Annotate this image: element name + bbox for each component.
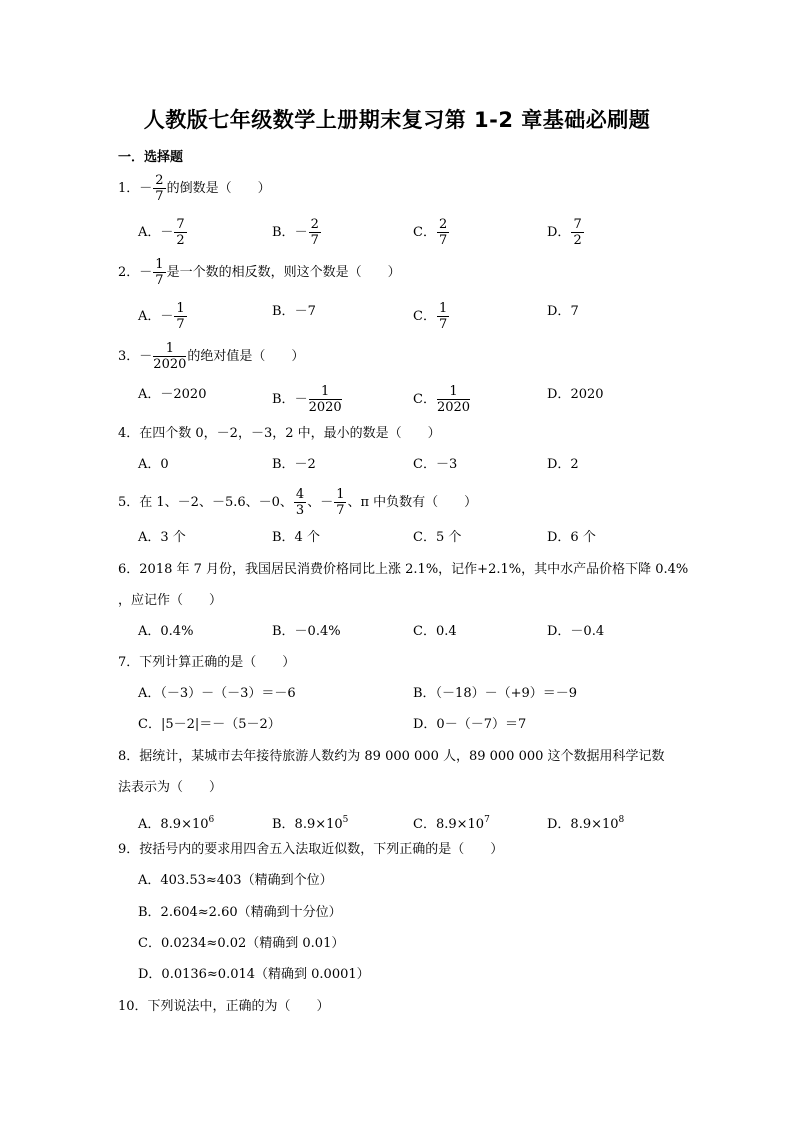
question-5-option-a[interactable]: A．3 个 (138, 530, 186, 545)
question-6-stem-line1: 6．2018 年 7 月份，我国居民消费价格同比上涨 2.1%，记作+2.1%，其中水产品价格下降 0.4% (118, 562, 689, 577)
question-2-stem: 2．－ $\frac{1}{7}$ 是一个数的相反数，则这个数是（ ） (118, 257, 401, 288)
question-4-option-c[interactable]: C．－3 (413, 457, 458, 472)
question-5-option-b[interactable]: B．4 个 (272, 530, 320, 545)
question-7-option-b[interactable]: B．（－18）－（+9）＝－9 (413, 686, 578, 701)
question-2-option-d[interactable]: D．7 (547, 304, 579, 319)
question-8-option-a[interactable]: A．$8.9\times 10^6$ (138, 815, 215, 832)
question-3-stem: 3．－ $\frac{1}{2020}$ 的绝对值是（ ） (118, 341, 305, 372)
question-8-option-d[interactable]: D．$8.9\times 10^8$ (547, 815, 625, 832)
question-2-option-c[interactable]: C． $\frac{1}{7}$ (413, 301, 448, 332)
question-6-stem-line2: ，应记作（ ） (118, 593, 223, 608)
question-2-option-b[interactable]: B．－7 (272, 304, 316, 319)
question-9-option-b[interactable]: B．2.604≈2.60（精确到十分位） (138, 905, 342, 920)
section-heading: 一．选择题 (118, 150, 184, 165)
question-6-option-a[interactable]: A．0.4% (138, 624, 194, 639)
question-4-option-b[interactable]: B．－2 (272, 457, 316, 472)
question-9-stem: 9．按括号内的要求用四舍五入法取近似数，下列正确的是（ ） (118, 842, 504, 857)
question-7-stem: 7．下列计算正确的是（ ） (118, 655, 296, 670)
question-4-option-a[interactable]: A．0 (138, 457, 169, 472)
question-1-option-d[interactable]: D． $\frac{7}{2}$ (547, 217, 582, 248)
question-7-option-d[interactable]: D．0－（－7）＝7 (413, 717, 527, 732)
question-1-option-c[interactable]: C． $\frac{2}{7}$ (413, 217, 448, 248)
question-9-option-a[interactable]: A．403.53≈403（精确到个位） (138, 873, 333, 888)
question-5-option-d[interactable]: D．6 个 (547, 530, 596, 545)
question-5-option-c[interactable]: C．5 个 (413, 530, 462, 545)
question-6-option-c[interactable]: C．0.4 (413, 624, 457, 639)
question-3-option-b[interactable]: B．－ $\frac{1}{2020}$ (272, 384, 342, 415)
question-4-option-d[interactable]: D．2 (547, 457, 579, 472)
question-9-option-c[interactable]: C．0.0234≈0.02（精确到 0.01） (138, 936, 345, 951)
question-8-stem-line2: 法表示为（ ） (118, 780, 223, 795)
question-3-option-c[interactable]: C． $\frac{1}{2020}$ (413, 384, 471, 415)
question-7-option-a[interactable]: A．（－3）－（－3）＝－6 (138, 686, 296, 701)
question-3-option-a[interactable]: A．－2020 (138, 387, 207, 402)
fraction: $\frac{2}{7}$ (155, 173, 164, 204)
question-9-option-d[interactable]: D．0.0136≈0.014（精确到 0.0001） (138, 967, 370, 982)
page-title: 人教版七年级数学上册期末复习第 1-2 章基础必刷题 (143, 108, 651, 132)
question-8-option-c[interactable]: C．$8.9\times 10^7$ (413, 815, 490, 832)
question-1-option-a[interactable]: A．－ $\frac{7}{2}$ (138, 217, 185, 248)
question-4-stem: 4．在四个数 0，－2，－3，2 中，最小的数是（ ） (118, 426, 441, 441)
question-8-stem-line1: 8．据统计，某城市去年接待旅游人数约为 89 000 000 人，89 000 000 这个数据用科学记数 (118, 749, 665, 764)
question-6-option-d[interactable]: D．－0.4 (547, 624, 605, 639)
question-8-option-b[interactable]: B．$8.9\times 10^5$ (272, 815, 349, 832)
question-3-option-d[interactable]: D．2020 (547, 387, 604, 402)
question-2-option-a[interactable]: A．－ $\frac{1}{7}$ (138, 301, 185, 332)
question-10-stem: 10．下列说法中，正确的为（ ） (118, 999, 330, 1014)
question-1-stem: 1．－ $\frac{2}{7}$ 的倒数是（ ） (118, 173, 271, 204)
question-7-option-c[interactable]: C．|5－2|＝－（5－2） (138, 717, 281, 732)
question-6-option-b[interactable]: B．－0.4% (272, 624, 341, 639)
question-1-option-b[interactable]: B．－ $\frac{2}{7}$ (272, 217, 319, 248)
question-5-stem: 5．在 1、－2、－5.6、－0、 $\frac{4}{3}$ 、－ $\frac{1}{7}$ 、π 中负数有（ ） (118, 487, 478, 518)
